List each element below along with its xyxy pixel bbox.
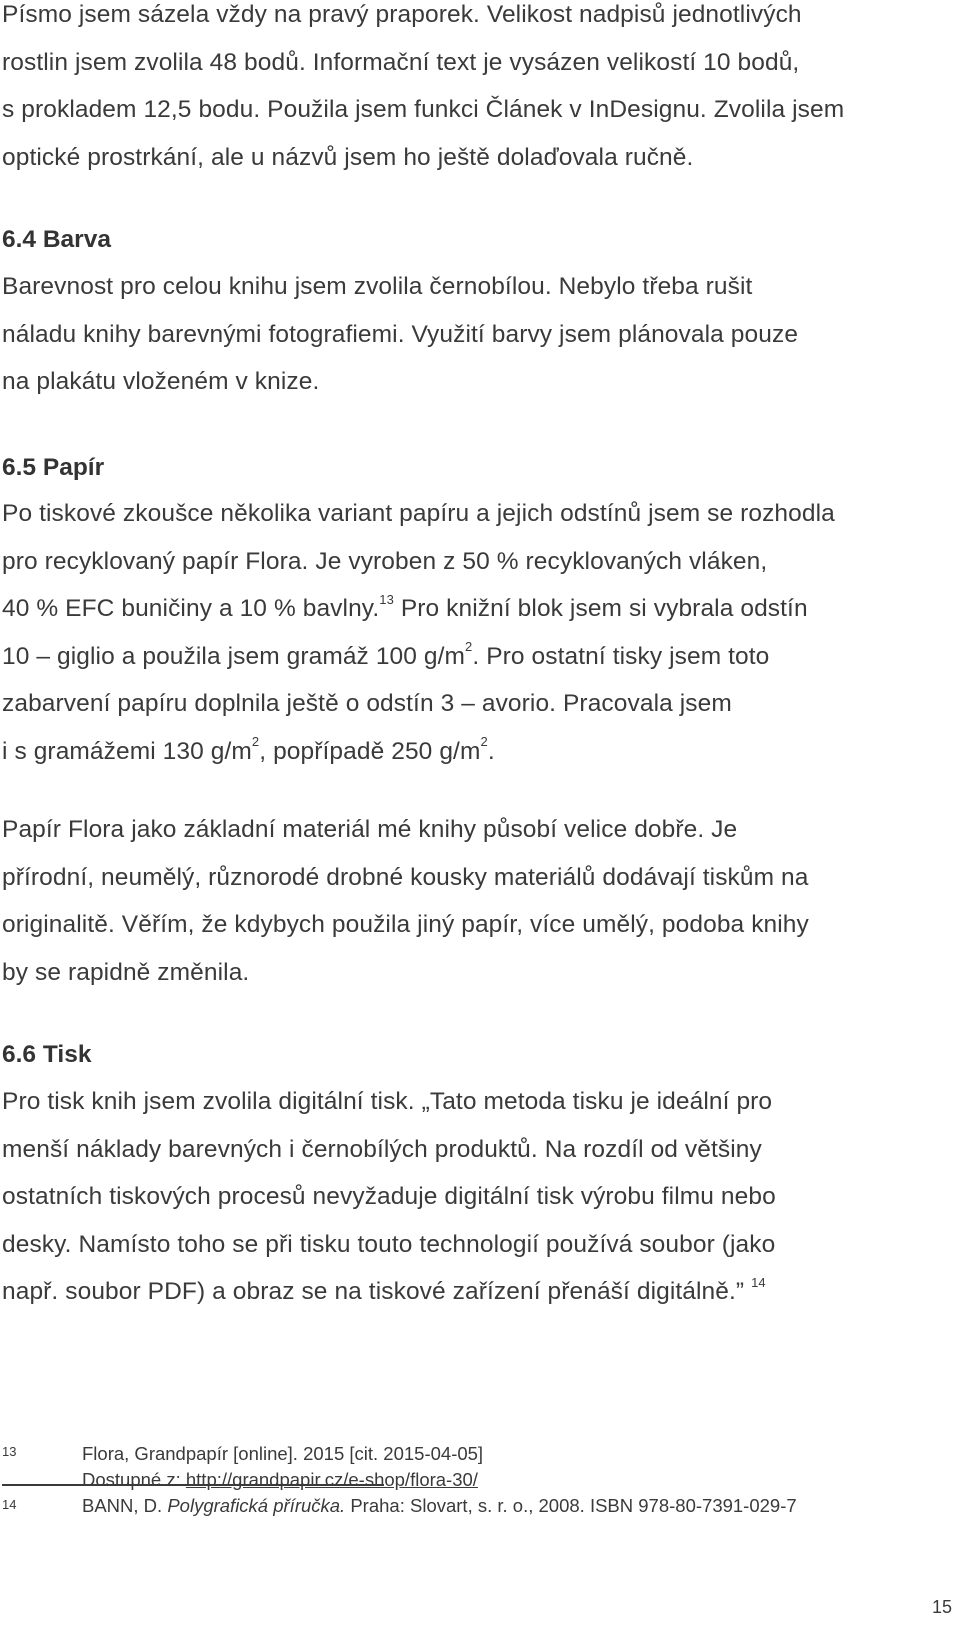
text-line: originalitě. Věřím, že kdybych použila jiný papír, více umělý, podoba knihy <box>2 911 809 938</box>
superscript: 2 <box>480 734 488 750</box>
heading-tisk: 6.6 Tisk <box>2 1041 92 1068</box>
footnote-13 <box>82 1441 483 1493</box>
footnote-ref-13: 13 <box>379 591 394 607</box>
text-line <box>2 728 948 776</box>
text-line: optické prostrkání, ale u názvů jsem ho ještě dolaďovala ručně. <box>2 143 694 171</box>
text-line: pro recyklovaný papír Flora. Je vyroben z 50 % recyklovaných vláken, <box>2 547 768 575</box>
footnote-ref-14: 14 <box>751 1274 766 1290</box>
text-span: . <box>487 737 495 765</box>
text-line <box>2 585 948 633</box>
text-line: desky. Namísto toho se při tisku touto technologií používá soubor (jako <box>2 1230 776 1258</box>
text-span: BANN, D. <box>82 1495 168 1516</box>
text-line <box>2 633 948 681</box>
heading-barva: 6.4 Barva <box>2 226 111 253</box>
text-span: Dostupné z: <box>82 1469 186 1490</box>
text-line: Barevnost pro celou knihu jsem zvolila černobílou. Nebylo třeba rušit <box>2 273 753 300</box>
superscript: 2 <box>465 639 473 655</box>
text-span: Praha: Slovart, s. r. o., 2008. ISBN 978-80-7391-029-7 <box>345 1495 797 1516</box>
footnote-number-13: 13 <box>2 1444 17 1459</box>
text-line: Pro tisk knih jsem zvolila digitální tisk. „Tato metoda tisku je ideální pro <box>2 1088 773 1115</box>
footnote-link[interactable]: http://grandpapir.cz/e-shop/flora-30/ <box>185 1469 478 1490</box>
page-number: 15 <box>931 1597 952 1617</box>
text-span: např. soubor PDF) a obraz se na tiskové zařízení přenáší digitálně.” <box>2 1278 752 1305</box>
text-span: 10 – giglio a použila jsem gramáž 100 g/m <box>2 642 466 670</box>
text-span: 40 % EFC buničiny a 10 % bavlny. <box>2 595 380 622</box>
superscript: 2 <box>251 734 260 750</box>
footnote-line: Flora, Grandpapír [online]. 2015 [cit. 2015-04-05] <box>82 1443 484 1464</box>
text-line: přírodní, neumělý, různorodé drobné kousky materiálů dodávají tiskům na <box>2 863 809 891</box>
footnote-number-14: 14 <box>2 1497 17 1512</box>
footnote-14 <box>82 1493 797 1519</box>
text-line: by se rapidně změnila. <box>2 958 250 986</box>
footnote-line <box>82 1467 483 1493</box>
text-line: s prokladem 12,5 bodu. Použila jsem funkci Článek v InDesignu. Zvolila jsem <box>2 96 845 123</box>
text-line: na plakátu vloženém v knize. <box>2 368 320 395</box>
text-line: zabarvení papíru doplnila ještě o odstín 3 – avorio. Pracovala jsem <box>2 690 732 717</box>
text-line <box>2 1268 948 1316</box>
text-line: Písmo jsem sázela vždy na pravý praporek. Velikost nadpisů jednotlivých <box>2 1 802 28</box>
text-line: ostatních tiskových procesů nevyžaduje digitální tisk výrobu filmu nebo <box>2 1183 776 1210</box>
text-line: Po tiskové zkoušce několika variant papíru a jejich odstínů jsem se rozhodla <box>2 500 835 527</box>
text-span: . Pro ostatní tisky jsem toto <box>472 642 770 670</box>
tisk-paragraph <box>2 1078 948 1316</box>
papir-paragraph-1 <box>2 490 948 775</box>
text-span: Pro knižní blok jsem si vybrala odstín <box>393 595 808 622</box>
text-line: menší náklady barevných i černobílých produktů. Na rozdíl od většiny <box>2 1135 762 1163</box>
papir-paragraph-2 <box>2 806 948 996</box>
text-line: rostlin jsem zvolila 48 bodů. Informační text je vysázen velikostí 10 bodů, <box>2 48 800 76</box>
text-span: , popřípadě 250 g/m <box>259 737 481 765</box>
text-line: Papír Flora jako základní materiál mé knihy působí velice dobře. Je <box>2 816 738 843</box>
barva-paragraph <box>2 263 948 406</box>
intro-paragraph <box>2 0 948 181</box>
text-span: i s gramážemi 130 g/m <box>2 737 252 765</box>
text-line: náladu knihy barevnými fotografiemi. Využití barvy jsem plánovala pouze <box>2 320 799 348</box>
book-title: Polygrafická příručka. <box>167 1495 346 1516</box>
heading-papir: 6.5 Papír <box>2 454 105 481</box>
